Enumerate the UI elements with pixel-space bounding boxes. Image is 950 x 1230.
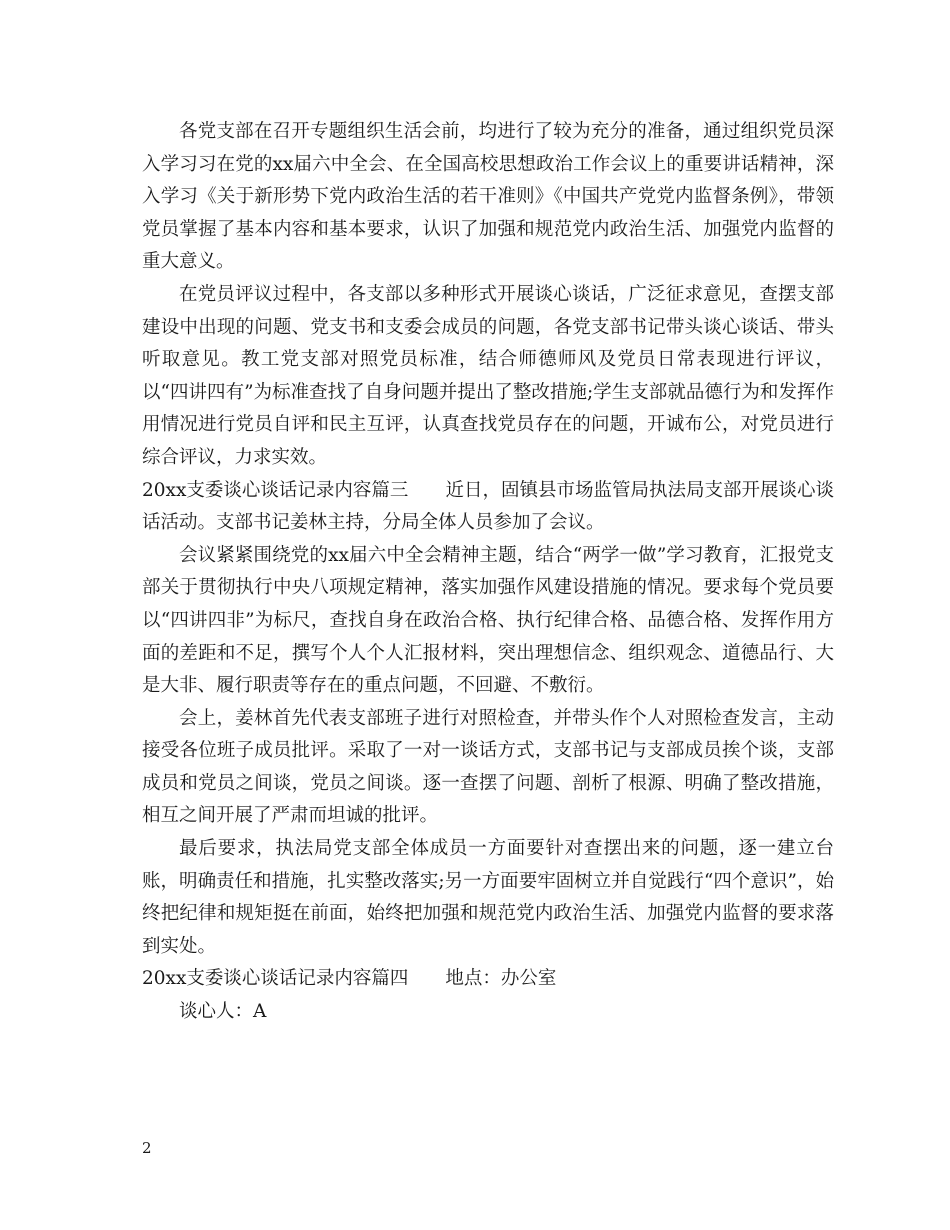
paragraph-meeting-process: 会上，姜林首先代表支部班子进行对照检查，并带头作个人对照检查发言，主动接受各位班子成员批评。采取了一对一谈话方式，支部书记与支部成员挨个谈，支部成员和党员之间谈，党员之间谈。逐一查摆了问题、剖析了根源、明确了整改措施，相互之间开展了严肃而坦诚的批评。 — [142, 707, 834, 827]
paragraph-section-four-heading: 20xx支委谈心谈话记录内容篇四 地点：办公室 — [142, 968, 557, 990]
paragraph-section-three-heading: 20xx支委谈心谈话记录内容篇三 近日，固镇县市场监管局执法局支部开展谈心谈话活动。支部书记姜林主持，分局全体人员参加了会议。 — [142, 479, 834, 534]
page-number: 2 — [142, 1139, 152, 1157]
paragraph-interviewer: 谈心人：A — [179, 1001, 267, 1023]
paragraph-meeting-theme: 会议紧紧围绕党的xx届六中全会精神主题，结合“两学一做”学习教育，汇报党支部关于贯彻执行中央八项规定精神，落实加强作风建设措施的情况。要求每个党员要以“四讲四非”为标尺，查找自身在政治合格、执行纪律合格、品德合格、发挥作用方面的差距和不足，撰写个人个人汇报材料，突出理想信念、组织观念、道德品行、大是大非、履行职责等存在的重点问题，不回避、不敷衍。 — [142, 544, 834, 697]
paragraph-preparation: 各党支部在召开专题组织生活会前，均进行了较为充分的准备，通过组织党员深入学习习在党的xx届六中全会、在全国高校思想政治工作会议上的重要讲话精神，深入学习《关于新形势下党内政治生活的若干准则》《中国共产党党内监督条例》，带领党员掌握了基本内容和基本要求，认识了加强和规范党内政治生活、加强党内监督的重大意义。 — [142, 121, 834, 273]
document-body — [142, 116, 834, 1029]
paragraph-evaluation: 在党员评议过程中，各支部以多种形式开展谈心谈话，广泛征求意见，查摆支部建设中出现的问题、党支书和支委会成员的问题，各党支部书记带头谈心谈话、带头听取意见。教工党支部对照党员标准，结合师德师风及党员日常表现进行评议，以“四讲四有”为标准查找了自身问题并提出了整改措施;学生支部就品德行为和发挥作用情况进行党员自评和民主互评，认真查找党员存在的问题，开诚布公，对党员进行综合评议，力求实效。 — [142, 283, 834, 468]
paragraph-final-requirements: 最后要求，执法局党支部全体成员一方面要针对查摆出来的问题，逐一建立台账，明确责任和措施，扎实整改落实;另一方面要牢固树立并自觉践行“四个意识”，始终把纪律和规矩挺在前面，始终把加强和规范党内政治生活、加强党内监督的要求落到实处。 — [142, 838, 834, 957]
